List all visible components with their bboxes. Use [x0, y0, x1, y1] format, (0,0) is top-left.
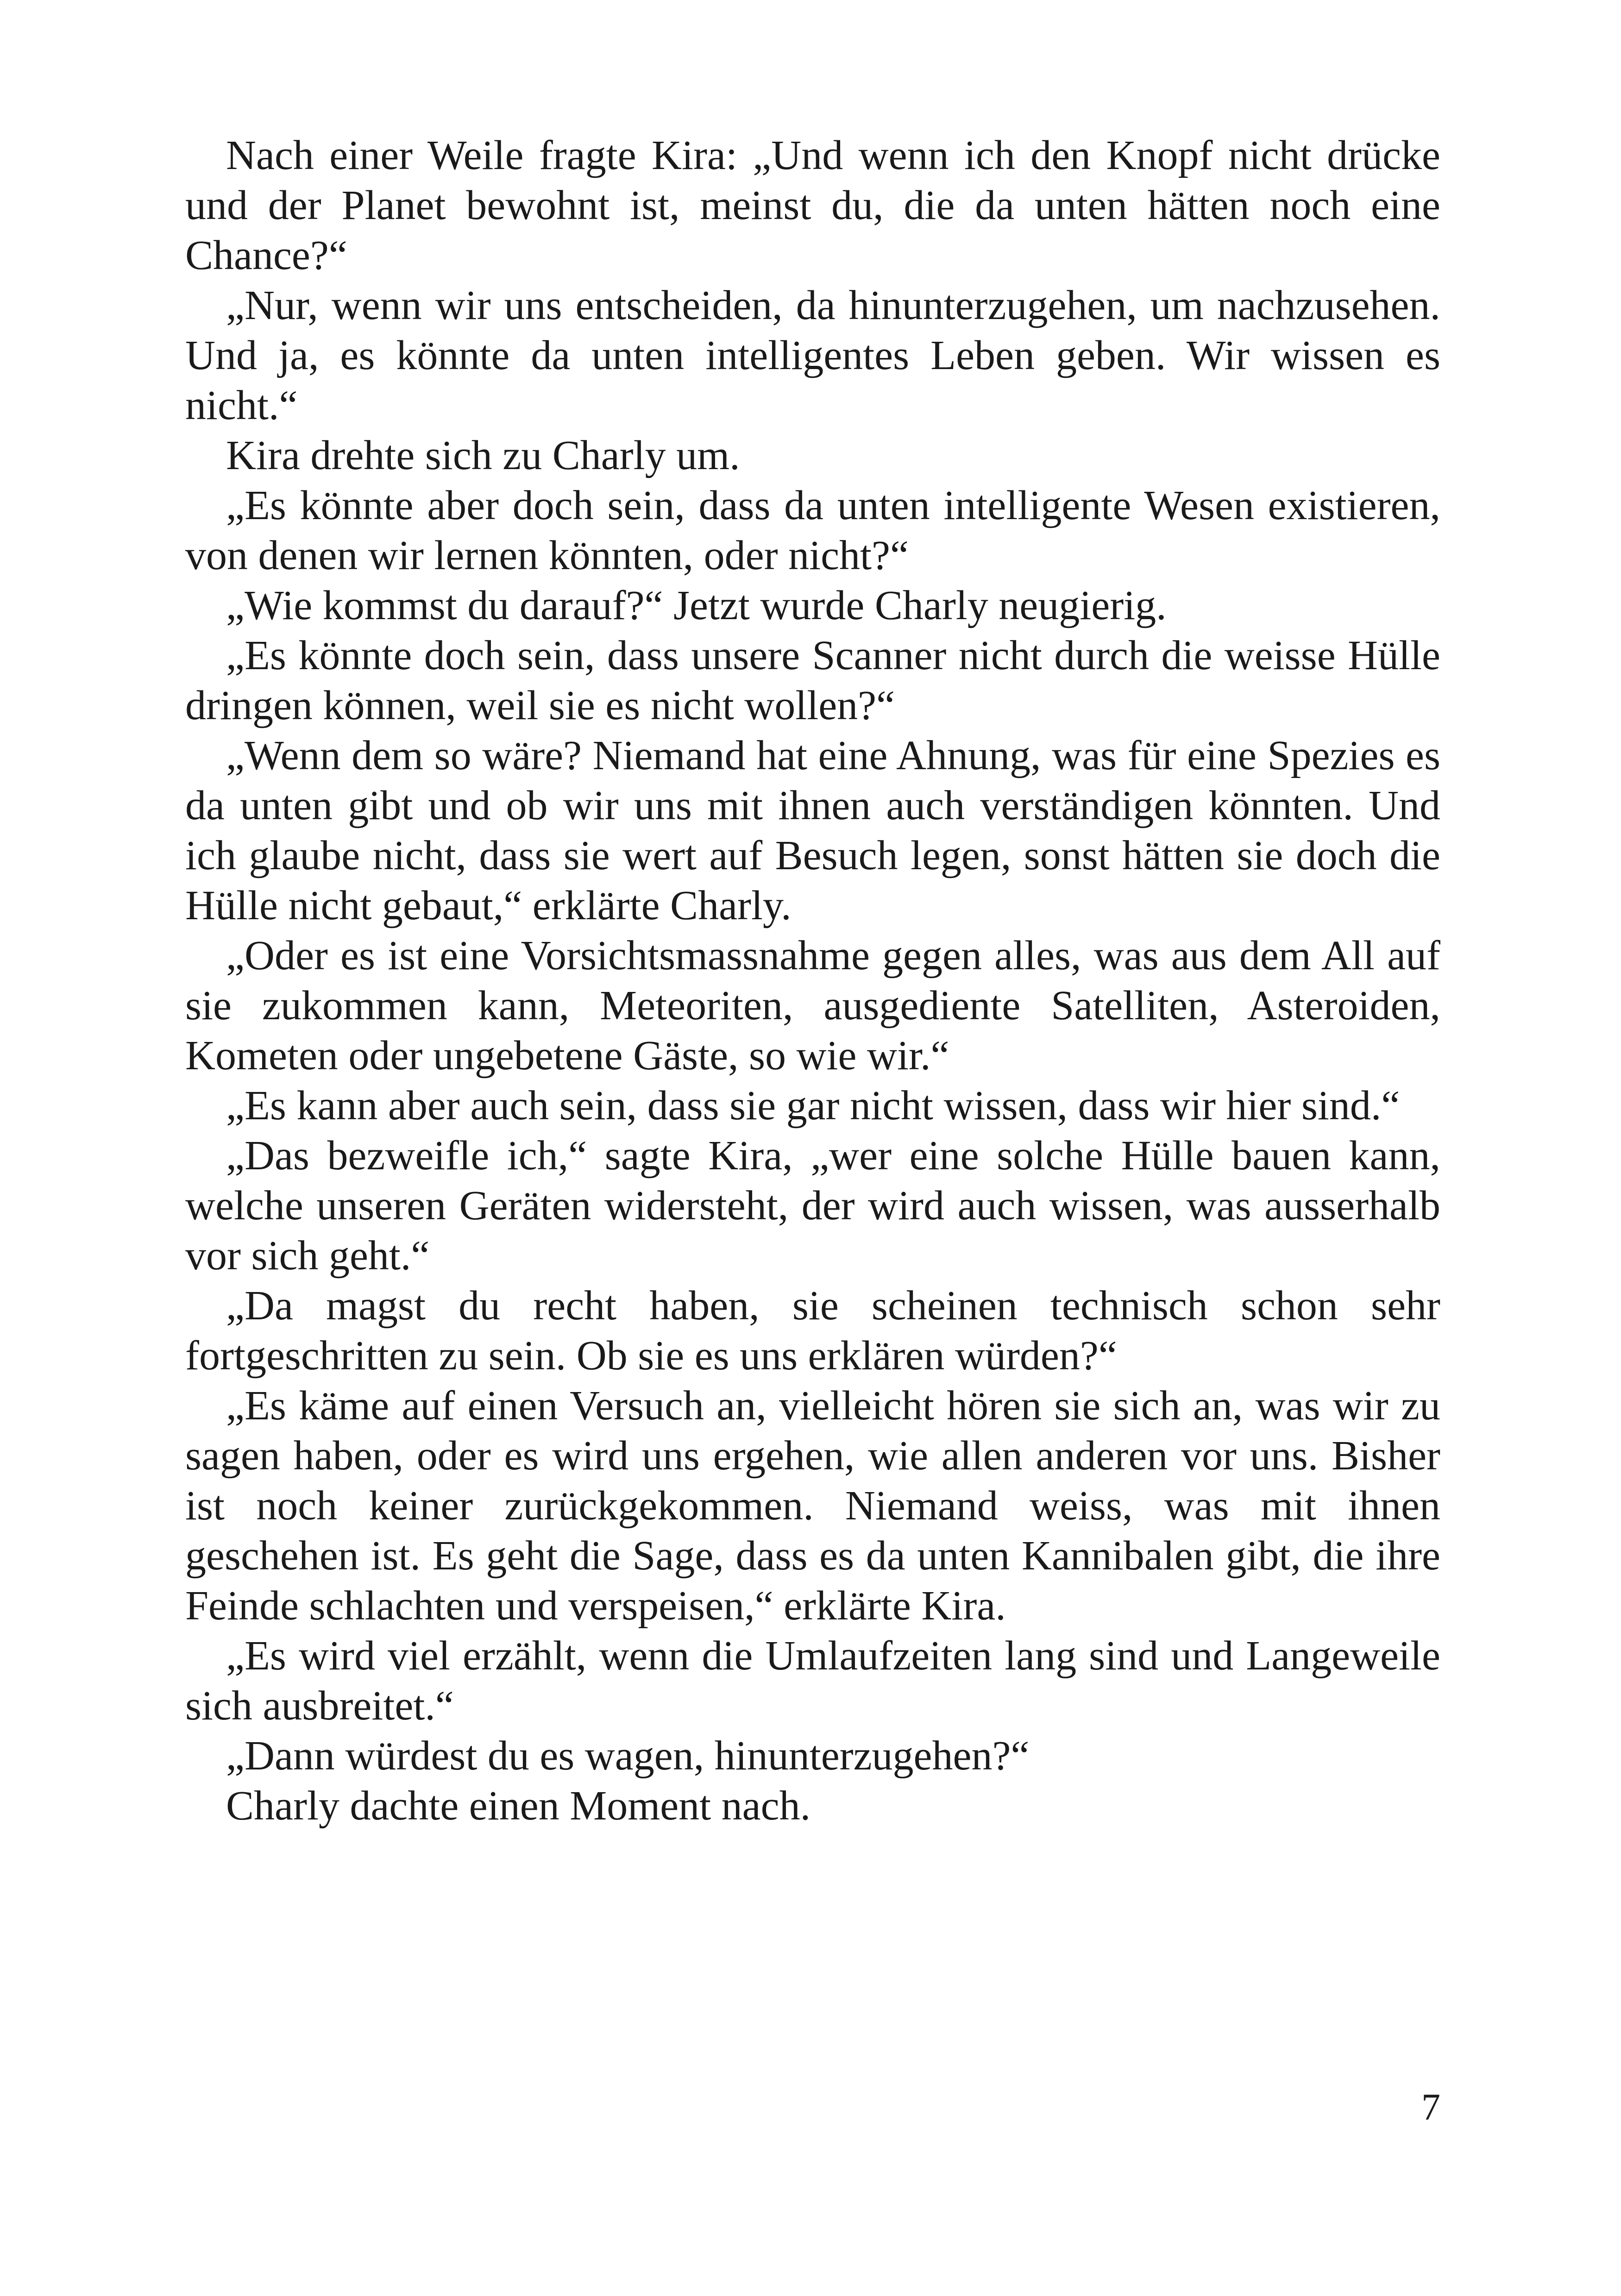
- page-number: 7: [1421, 2086, 1440, 2128]
- paragraph: Charly dachte einen Moment nach.: [226, 1783, 811, 1829]
- paragraph: „Wie kommst du darauf?“ Jetzt wurde Charly neugierig.: [226, 583, 1167, 628]
- paragraph: „Es wird viel erzählt, wenn die Umlaufzeiten lang sind und Langeweile sich ausbreitet.“: [185, 1633, 1440, 1729]
- paragraph: Kira drehte sich zu Charly um.: [226, 433, 740, 478]
- paragraph: „Dann würdest du es wagen, hinunterzugehen?“: [226, 1733, 1030, 1779]
- paragraph: „Wenn dem so wäre? Niemand hat eine Ahnung, was für eine Spezies es da unten gibt und ob wir uns mit ihnen auch verständigen könnten. Und ich glaube nicht, dass sie wert auf Besuch legen, sonst hätten sie doch die Hülle nicht gebaut,“ erklärte Charly.: [185, 733, 1440, 928]
- paragraph: „Oder es ist eine Vorsichtsmassnahme gegen alles, was aus dem All auf sie zukommen kann, Meteoriten, ausgediente Satelliten, Asteroiden, Kometen oder ungebetene Gäste, so wie wir.“: [185, 933, 1440, 1079]
- paragraph: „Nur, wenn wir uns entscheiden, da hinunterzugehen, um nachzusehen. Und ja, es könnte da unten intelligentes Leben geben. Wir wissen es nicht.“: [185, 282, 1440, 428]
- paragraph: „Das bezweifle ich,“ sagte Kira, „wer eine solche Hülle bauen kann, welche unseren Geräten widersteht, der wird auch wissen, was ausserhalb vor sich geht.“: [185, 1133, 1440, 1279]
- body-text: [185, 131, 1440, 1831]
- paragraph: „Es käme auf einen Versuch an, vielleicht hören sie sich an, was wir zu sagen haben, oder es wird uns ergehen, wie allen anderen vor uns. Bisher ist noch keiner zurückgekommen. Niemand weiss, was mit ihnen geschehen ist. Es geht die Sage, dass es da unten Kannibalen gibt, die ihre Feinde schlachten und verspeisen,“ erklärte Kira.: [185, 1383, 1440, 1629]
- paragraph: „Es kann aber auch sein, dass sie gar nicht wissen, dass wir hier sind.“: [226, 1083, 1400, 1129]
- paragraph: „Es könnte doch sein, dass unsere Scanner nicht durch die weisse Hülle dringen können, weil sie es nicht wollen?“: [185, 633, 1440, 728]
- paragraph: „Da magst du recht haben, sie scheinen technisch schon sehr fortgeschritten zu sein. Ob sie es uns erklären würden?“: [185, 1283, 1440, 1379]
- paragraph: Nach einer Weile fragte Kira: „Und wenn ich den Knopf nicht drücke und der Planet bewohnt ist, meinst du, die da unten hätten noch eine Chance?“: [185, 132, 1440, 278]
- paragraph: „Es könnte aber doch sein, dass da unten intelligente Wesen existieren, von denen wir lernen könnten, oder nicht?“: [185, 483, 1440, 578]
